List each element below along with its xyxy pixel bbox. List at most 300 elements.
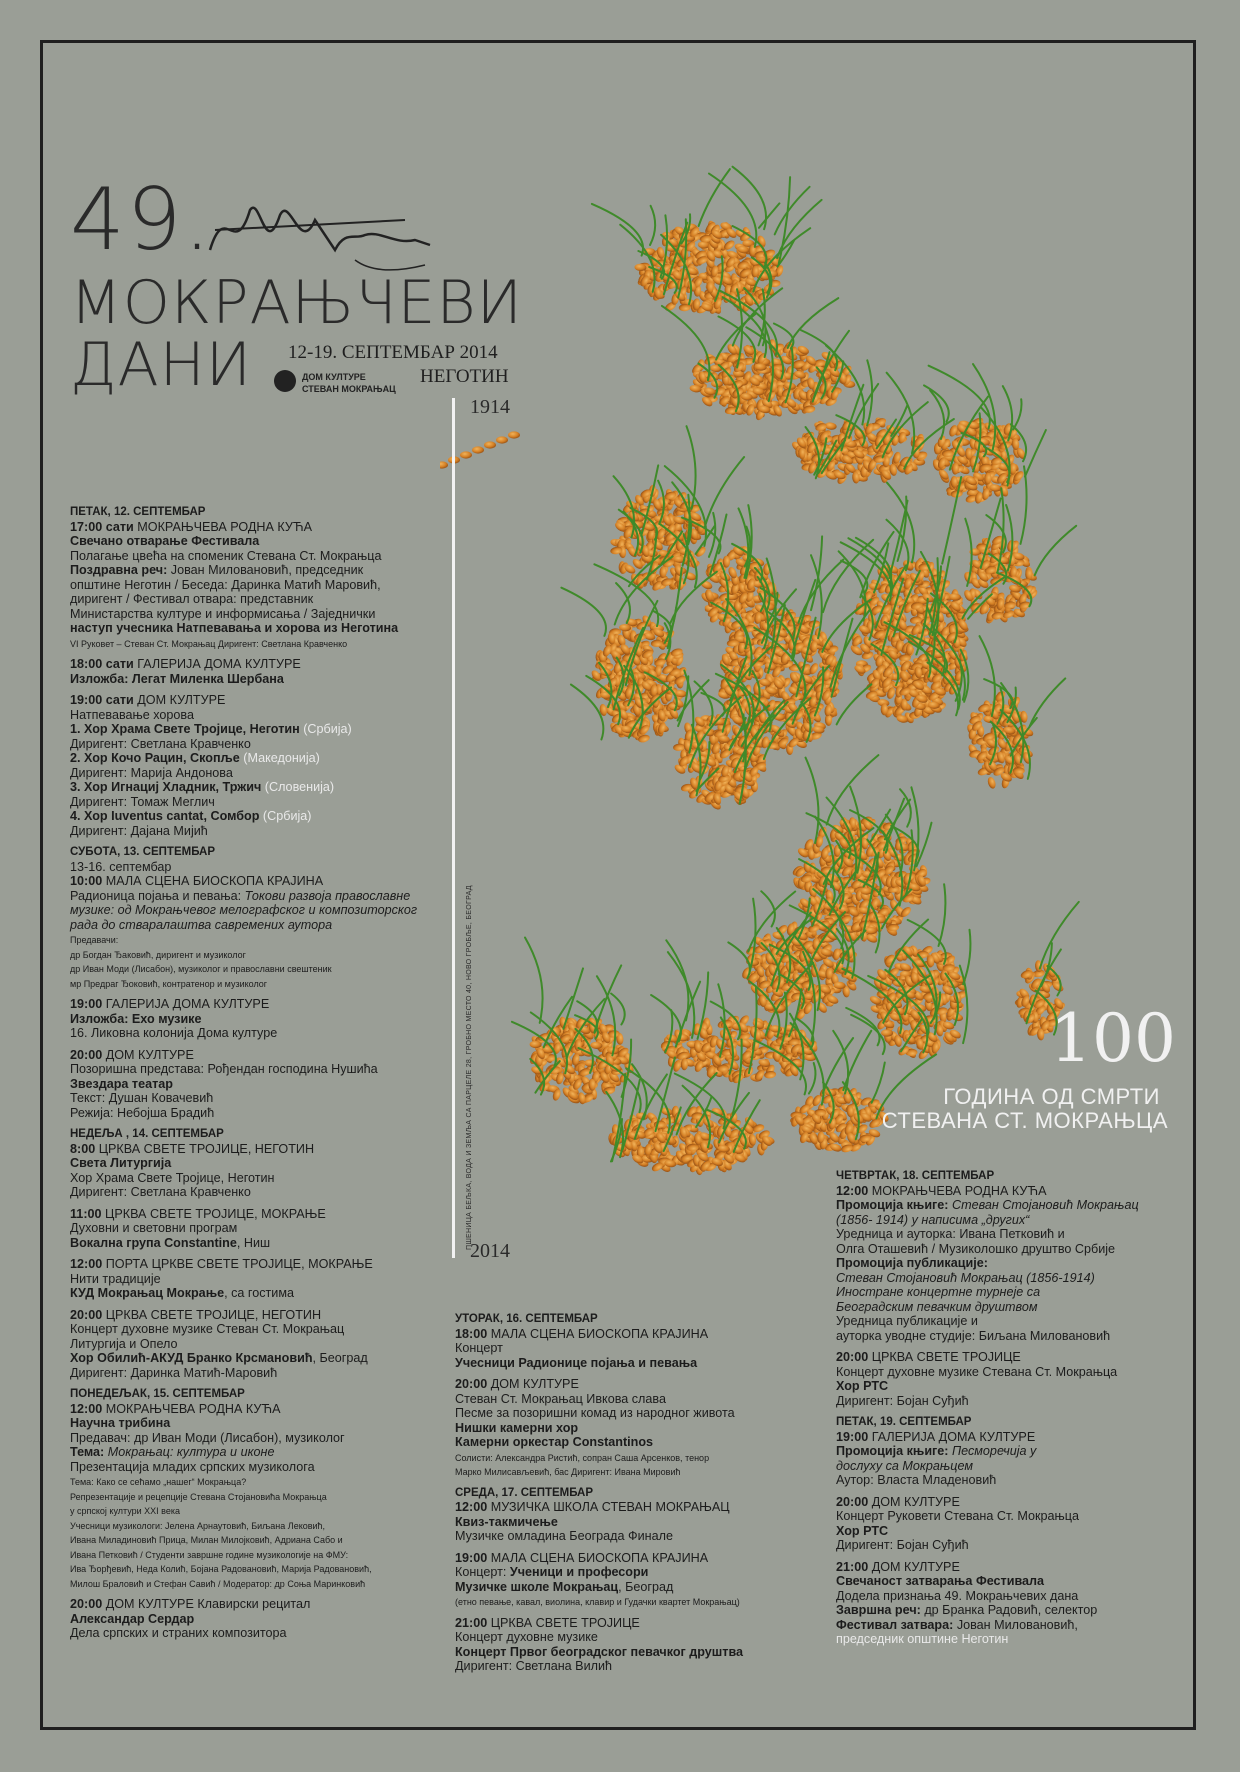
grass-blade	[592, 204, 643, 256]
wheat-seed	[584, 1059, 596, 1067]
bold-text: 20:00	[70, 1307, 103, 1322]
program-line	[455, 1341, 743, 1356]
bold-text: Тема:	[70, 1445, 105, 1459]
wheat-seed	[484, 441, 496, 448]
spacer	[836, 1553, 1139, 1560]
wheat-seed	[508, 431, 520, 438]
festival-title-line1: МОКРАЊЧЕВИ	[70, 268, 523, 338]
program-line	[70, 1366, 417, 1381]
plain-text: Уредница публикације и	[836, 1314, 978, 1328]
grass-blade	[837, 684, 872, 724]
program-line	[70, 1091, 417, 1106]
plain-text: Концерт:	[455, 1565, 510, 1579]
wheat-seed	[472, 446, 484, 453]
small-note: Ивана Петковић / Студенти завршне године музикологије на ФМУ:	[70, 1549, 349, 1560]
small-note: др Иван Моди (Лисабон), музиколог и православни свештеник	[70, 964, 332, 974]
plain-text: Позоришна представа: Рођендан господина Нушића	[70, 1062, 378, 1076]
spacer	[70, 990, 417, 997]
grass-blade	[525, 938, 543, 1023]
plain-text: Концерт духовне музике Стевана Ст. Мокрањца	[836, 1364, 1118, 1379]
program-line	[70, 1576, 417, 1591]
bold-text: 8:00	[70, 1141, 96, 1156]
program-line	[836, 1394, 1139, 1409]
program-line	[455, 1377, 743, 1392]
program-line	[70, 636, 417, 651]
plain-text: Предавач: др Иван Моди (Лисабон), музиколог	[70, 1430, 345, 1445]
bold-text: 10:00	[70, 874, 103, 888]
program-line	[836, 1473, 1139, 1488]
plain-text: Диригент: Марија Андонова	[70, 765, 233, 780]
program-line	[455, 1616, 743, 1631]
plain-text: , Ниш	[236, 1235, 271, 1250]
logo-line2: СТЕВАН МОКРАЊАЦ	[302, 384, 396, 394]
program-line	[455, 1435, 743, 1450]
small-note: Репрезентације и рецепције Стевана Стојановића Мокрањца	[70, 1491, 327, 1502]
bold-text: наступ учесника Натпевавања и хорова из Неготина	[70, 621, 399, 635]
program-line	[70, 932, 417, 947]
plain-text: МУЗИЧКА ШКОЛА СТЕВАН МОКРАЊАЦ	[487, 1500, 730, 1514]
wheat-seed	[440, 461, 448, 468]
program-line	[70, 1518, 417, 1533]
bold-text: 12:00	[70, 1257, 103, 1271]
plain-text: Диригент: Томаж Меглич	[70, 794, 215, 809]
program-line	[836, 1444, 1139, 1459]
plain-text: МОКРАЊЧЕВА РОДНА КУЋА	[102, 1401, 281, 1416]
bold-text: 12:00	[836, 1183, 869, 1198]
program-line	[70, 751, 417, 766]
program-line	[70, 1236, 417, 1251]
program-line	[455, 1450, 743, 1465]
plain-text: Концерт Руковети Стевана Ст. Мокрањца	[836, 1509, 1079, 1523]
bold-text: 19:00	[70, 997, 103, 1011]
program-line	[70, 693, 417, 708]
spacer	[455, 1370, 743, 1377]
dom-kulture-logo	[274, 366, 404, 398]
plain-text: општине Неготин / Беседа: Даринка Матић Маровић,	[70, 577, 381, 592]
grass-blade	[611, 994, 625, 1025]
bold-text: Квиз-такмичење	[455, 1514, 558, 1529]
program-line	[455, 1565, 743, 1580]
bold-text: 20:00	[836, 1350, 869, 1364]
program-line	[455, 1406, 743, 1421]
program-line	[70, 1156, 417, 1171]
light-text: председник општине Неготин	[836, 1632, 1009, 1646]
plain-text: Музичке омладина Београда Финале	[455, 1529, 673, 1543]
program-line	[455, 1630, 743, 1645]
grass-blade	[939, 884, 946, 946]
wheat-seed	[496, 436, 508, 443]
program-column-right	[836, 1162, 1139, 1647]
program-line	[455, 1515, 743, 1530]
italic-text: (1856- 1914) у написима „других“	[836, 1212, 1030, 1227]
plain-text: ЦРКВА СВЕТЕ ТРОЈИЦЕ	[487, 1615, 640, 1630]
plain-text: Диригент: Светлана Вилић	[455, 1659, 612, 1673]
light-text: (Словенија)	[261, 780, 335, 794]
program-line	[70, 874, 417, 889]
bold-text: Ученици и професори	[509, 1565, 649, 1579]
program-line	[70, 1402, 417, 1417]
plain-text: Министарства културе и информисања / Заједнички	[70, 606, 376, 621]
bold-text: Изложба: Легат Миленка Шербана	[70, 671, 284, 686]
program-line	[70, 1257, 417, 1272]
program-line	[70, 1547, 417, 1562]
program-line	[70, 1532, 417, 1547]
bold-text: Завршна реч:	[836, 1603, 921, 1617]
plain-text: ДОМ КУЛТУРЕ	[868, 1494, 960, 1509]
wheat-seed	[700, 579, 714, 590]
plain-text: 16. Ликовна колонија Дома културе	[70, 1026, 278, 1040]
program-line	[70, 1597, 417, 1612]
program-line	[70, 947, 417, 962]
plain-text: МОКРАЊЧЕВА РОДНА КУЋА	[133, 519, 313, 534]
plain-text: Натпевавање хорова	[70, 707, 194, 722]
program-line	[70, 578, 417, 593]
grass-blade	[806, 758, 819, 843]
program-line	[70, 1503, 417, 1518]
program-line	[836, 1184, 1139, 1199]
program-line	[836, 1227, 1139, 1242]
anniversary-number: 100	[1050, 1000, 1176, 1077]
grass-blade	[872, 1063, 885, 1103]
plain-text: Текст: Душан Ковачевић	[70, 1091, 214, 1105]
program-line	[70, 1474, 417, 1489]
program-line	[836, 1589, 1139, 1604]
program-line	[70, 860, 417, 875]
program-line	[836, 1632, 1139, 1647]
plain-text: МОКРАЊЧЕВА РОДНА КУЋА	[868, 1183, 1047, 1198]
program-line	[70, 520, 417, 535]
bold-text: 12:00	[70, 1401, 103, 1416]
italic-text: Песморечија у	[948, 1444, 1037, 1458]
program-line	[70, 961, 417, 976]
program-line	[70, 1221, 417, 1236]
program-line	[836, 1256, 1139, 1271]
wheat-seed	[1013, 767, 1025, 774]
program-line	[70, 889, 417, 904]
plain-text: Презентација младих српских музиколога	[70, 1459, 315, 1474]
edition-number: 49.	[70, 170, 213, 270]
program-line	[836, 1350, 1139, 1365]
program-line	[455, 1551, 743, 1566]
timeline-line	[452, 398, 455, 1258]
program-line	[455, 1594, 743, 1609]
plain-text: Диригент: Бојан Суђић	[836, 1393, 969, 1408]
day-heading: ПЕТАК, 12. СЕПТЕМБАР	[70, 506, 206, 518]
program-line	[70, 918, 417, 933]
bold-text: 19:00 сати	[70, 693, 134, 707]
bold-text: Нишки камерни хор	[455, 1420, 579, 1435]
program-line	[70, 1416, 417, 1431]
program-line	[70, 1286, 417, 1301]
plain-text: Уредница и ауторка: Ивана Петковић и	[836, 1227, 1065, 1241]
spacer	[836, 1343, 1139, 1350]
plain-text: ДОМ КУЛТУРЕ Клавирски рецитал	[102, 1597, 311, 1611]
bold-text: 2. Хор Кочо Рацин, Скопље	[70, 751, 240, 765]
light-text: (Србија)	[259, 809, 312, 823]
plain-text: Концерт духовне музике Стеван Ст. Мокрањац	[70, 1322, 345, 1336]
timeline-end-year: 2014	[470, 1240, 510, 1262]
small-note: Предавачи:	[70, 935, 119, 945]
program-line	[70, 1431, 417, 1446]
plain-text: Диригент: Светлана Кравченко	[70, 736, 251, 751]
small-note: Ива Ђорђевић, Неда Колић, Бојана Радовановић, Марија Радовановић,	[70, 1564, 372, 1574]
plain-text: ГАЛЕРИЈА ДОМА КУЛТУРЕ	[102, 997, 270, 1011]
bold-text: Звездара театар	[70, 1076, 173, 1091]
plain-text: ДОМ КУЛТУРЕ	[133, 693, 226, 707]
program-line	[70, 824, 417, 839]
plain-text: Јован Миловановић,	[953, 1617, 1078, 1632]
plain-text: Јован Миловановић, председник	[167, 563, 364, 577]
program-line	[70, 976, 417, 991]
plain-text: Додела признања 49. Мокрањчевих дана	[836, 1588, 1079, 1603]
program-line	[70, 621, 417, 636]
bold-text: 12:00	[455, 1500, 488, 1514]
plain-text: МАЛА СЦЕНА БИОСКОПА КРАЈИНА	[487, 1326, 709, 1341]
grass-blade	[963, 930, 970, 985]
bold-text: 11:00	[70, 1206, 102, 1221]
program-line	[70, 708, 417, 723]
program-line	[455, 1645, 743, 1660]
program-line	[455, 1529, 743, 1544]
program-line	[836, 1329, 1139, 1344]
program-line	[70, 1106, 417, 1121]
grass-blade	[761, 891, 775, 926]
plain-text: ауторка уводне студије: Биљана Миловановић	[836, 1328, 1111, 1343]
day-heading: ПЕТАК, 19. СЕПТЕМБАР	[836, 1416, 972, 1428]
italic-text: музике: од Мокрањчевог мелографског и композиторског	[70, 903, 418, 917]
plain-text: диригент / Фестивал отвара: представник	[70, 592, 314, 606]
grass-blade	[705, 457, 744, 527]
plain-text: Радионица појања и певања:	[70, 888, 245, 903]
program-line	[455, 1392, 743, 1407]
plain-text: ЦРКВА СВЕТЕ ТРОЈИЦЕ, НЕГОТИН	[102, 1307, 322, 1322]
bold-text: Вокална група Constantine	[70, 1235, 237, 1250]
program-column-middle	[455, 1305, 743, 1674]
program-line	[70, 592, 417, 607]
bold-text: Света Литургија	[70, 1156, 172, 1170]
plain-text: Диригент: Дајана Мијић	[70, 823, 208, 838]
program-line	[70, 1272, 417, 1287]
plain-text: др Бранка Радовић, селектор	[920, 1603, 1098, 1617]
program-line	[70, 1322, 417, 1337]
small-note: др Богдан Ђаковић, диригент и музиколог	[70, 949, 246, 960]
spacer	[70, 686, 417, 693]
plain-text: МАЛА СЦЕНА БИОСКОПА КРАЈИНА	[102, 874, 324, 888]
bold-text: Свечаност затварања Фестивала	[836, 1574, 1045, 1588]
spacer	[836, 1488, 1139, 1495]
plain-text: ГАЛЕРИЈА ДОМА КУЛТУРЕ	[133, 657, 301, 671]
program-line	[70, 795, 417, 810]
day-heading: ПОНЕДЕЉАК, 15. СЕПТЕМБАР	[70, 1388, 245, 1400]
bold-text: КУД Мокрањац Мокрање	[70, 1286, 225, 1300]
program-line	[836, 1495, 1139, 1510]
bold-text: 20:00	[70, 1047, 103, 1062]
program-line	[70, 997, 417, 1012]
bold-text: Изложба: Ехо музике	[70, 1011, 202, 1026]
bold-text: Концерт Првог београдског певачког друштва	[455, 1644, 744, 1659]
bold-text: 21:00	[836, 1559, 869, 1574]
bold-text: Хор Обилић-АКУД Бранко Крсмановић	[70, 1351, 313, 1365]
spacer	[455, 1609, 743, 1616]
grass-blade	[650, 206, 655, 245]
bold-text: Фестивал затвара:	[836, 1617, 954, 1632]
bold-text: Музичке школе Мокрањац	[455, 1579, 619, 1594]
spacer	[70, 1041, 417, 1048]
italic-text: Мокрањац: култура и иконе	[104, 1445, 275, 1459]
program-line	[836, 1524, 1139, 1539]
small-note: VI Руковет – Стеван Ст. Мокрањац Диригент: Светлана Кравченко	[70, 638, 348, 649]
bold-text: 3. Хор Игнациј Хладник, Тржич	[70, 780, 262, 794]
wheat-seed	[764, 1070, 777, 1079]
plain-text: Режија: Небојша Брадић	[70, 1105, 215, 1120]
bold-text: Хор РТС	[836, 1379, 889, 1393]
program-line	[455, 1500, 743, 1515]
timeline-start-year: 1914	[470, 396, 510, 418]
grass-blade	[924, 385, 949, 422]
small-note: (етно певање, кавал, виолина, клавир и Гудачки квартет Мокрањац)	[455, 1597, 740, 1607]
anniversary-line2: СТЕВАНА СТ. МОКРАЊЦА	[881, 1108, 1168, 1133]
grass-blade	[809, 1063, 816, 1094]
spacer	[455, 1544, 743, 1551]
program-line	[70, 1445, 417, 1460]
program-line	[455, 1421, 743, 1436]
festival-dates: 12-19. СЕПТЕМБАР 2014	[288, 342, 498, 363]
spacer	[70, 650, 417, 657]
program-line	[70, 780, 417, 795]
plain-text: Духовни и световни програм	[70, 1221, 238, 1235]
bold-text: 18:00 сати	[70, 657, 134, 671]
small-note: Учесници музикологи: Јелена Арнаутовић, Биљана Лековић,	[70, 1520, 326, 1531]
plain-text: Песме за позоришни комад из народног живота	[455, 1406, 735, 1420]
bold-text: 21:00	[455, 1615, 488, 1630]
bold-text: 20:00	[455, 1377, 488, 1391]
program-line	[70, 1626, 417, 1641]
program-line	[70, 563, 417, 578]
wheat-seed	[986, 776, 997, 790]
italic-text: Стеван Стојановић Мокрањац (1856-1914)	[836, 1270, 1095, 1285]
program-line	[70, 1489, 417, 1504]
program-line	[836, 1560, 1139, 1575]
program-line	[70, 903, 417, 918]
program-line	[836, 1618, 1139, 1633]
bold-text: 19:00	[836, 1429, 869, 1444]
italic-text: Иностране концертне турнеје са	[836, 1285, 1041, 1299]
program-line	[836, 1379, 1139, 1394]
program-line	[836, 1300, 1139, 1315]
plain-text: Олга Оташевић / Музиколошко друштво Србије	[836, 1241, 1116, 1256]
program-line	[836, 1430, 1139, 1445]
program-line	[70, 534, 417, 549]
program-line	[836, 1365, 1139, 1380]
spacer	[70, 1250, 417, 1257]
program-line	[70, 1351, 417, 1366]
program-line	[70, 722, 417, 737]
program-line	[70, 737, 417, 752]
bold-text: 20:00	[70, 1597, 103, 1611]
grass-blade	[900, 789, 911, 827]
italic-text: Токови развоја православне	[244, 888, 411, 903]
plain-text: ГАЛЕРИЈА ДОМА КУЛТУРЕ	[868, 1429, 1036, 1444]
plain-text: Полагање цвећа на споменик Стевана Ст. Мокрањца	[70, 548, 382, 563]
program-line	[836, 1198, 1139, 1213]
small-note: Тема: Како се сећамо „нашег“ Мокрањца?	[70, 1477, 247, 1487]
bold-text: Научна трибина	[70, 1416, 171, 1430]
plain-text: 13-16. септембар	[70, 859, 172, 874]
bold-text: 18:00	[455, 1326, 488, 1341]
program-line	[70, 1337, 417, 1352]
program-line	[70, 1561, 417, 1576]
bold-text: Камерни оркестар Constantinos	[455, 1435, 654, 1449]
light-text: (Србија)	[299, 722, 352, 736]
bold-text: 20:00	[836, 1494, 869, 1509]
program-line	[836, 1509, 1139, 1524]
program-line	[455, 1464, 743, 1479]
program-line	[836, 1538, 1139, 1553]
bold-text: Промоција публикације:	[836, 1256, 988, 1270]
bold-text: Александар Сердар	[70, 1611, 195, 1626]
program-line	[455, 1327, 743, 1342]
program-line	[70, 1012, 417, 1027]
program-line	[836, 1271, 1139, 1286]
small-note: Милош Браловић и Стефан Савић / Модератор: др Соња Маринковић	[70, 1578, 366, 1589]
program-column-left	[70, 498, 417, 1641]
plain-text: ДОМ КУЛТУРЕ	[868, 1559, 960, 1574]
program-line	[836, 1213, 1139, 1228]
festival-title-line2: ДАНИ	[70, 330, 253, 400]
plain-text: ЦРКВА СВЕТЕ ТРОЈИЦЕ, МОКРАЊЕ	[101, 1206, 326, 1221]
plain-text: , Београд	[618, 1579, 674, 1594]
plain-text: , Београд	[312, 1351, 368, 1365]
plain-text: МАЛА СЦЕНА БИОСКОПА КРАЈИНА	[487, 1550, 709, 1565]
plain-text: Диригент: Даринка Матић-Маровић	[70, 1365, 278, 1380]
light-text: (Македонија)	[239, 751, 320, 765]
program-line	[70, 1308, 417, 1323]
grass-blade	[561, 588, 606, 636]
program-line	[455, 1356, 743, 1371]
plain-text: Хор Храма Свете Тројице, Неготин	[70, 1170, 275, 1185]
program-line	[70, 1142, 417, 1157]
program-line	[836, 1603, 1139, 1618]
program-line	[455, 1659, 743, 1674]
program-line	[836, 1242, 1139, 1257]
program-line	[70, 1460, 417, 1475]
small-note: Марко Милисављевић, бас Диригент: Ивана Мировић	[455, 1467, 681, 1477]
program-line	[70, 809, 417, 824]
plain-text: Концерт	[455, 1341, 503, 1355]
grass-blade	[1040, 902, 1079, 969]
logo-line1: ДОМ КУЛТУРЕ	[302, 372, 366, 382]
program-line	[70, 672, 417, 687]
spacer	[70, 1590, 417, 1597]
bold-text: 17:00 сати	[70, 519, 134, 534]
bold-text: Промоција књиге:	[836, 1198, 949, 1212]
plain-text: Концерт духовне музике	[455, 1630, 598, 1644]
plain-text: ДОМ КУЛТУРЕ	[102, 1047, 194, 1062]
program-line	[70, 766, 417, 781]
program-line	[70, 1612, 417, 1627]
program-line	[70, 607, 417, 622]
grass-blade	[1025, 430, 1046, 477]
bold-text: Промоција књиге:	[836, 1444, 949, 1458]
day-heading: СУБОТА, 13. СЕПТЕМБАР	[70, 846, 216, 858]
grass-blade	[759, 203, 779, 227]
program-line	[70, 1185, 417, 1200]
program-line	[70, 1207, 417, 1222]
plain-text: Нити традиције	[70, 1271, 161, 1286]
italic-text: рада до стваралаштва савремених аутора	[70, 917, 333, 932]
day-heading: СРЕДА, 17. СЕПТЕМБАР	[455, 1486, 594, 1499]
festival-city: НЕГОТИН	[420, 366, 509, 387]
